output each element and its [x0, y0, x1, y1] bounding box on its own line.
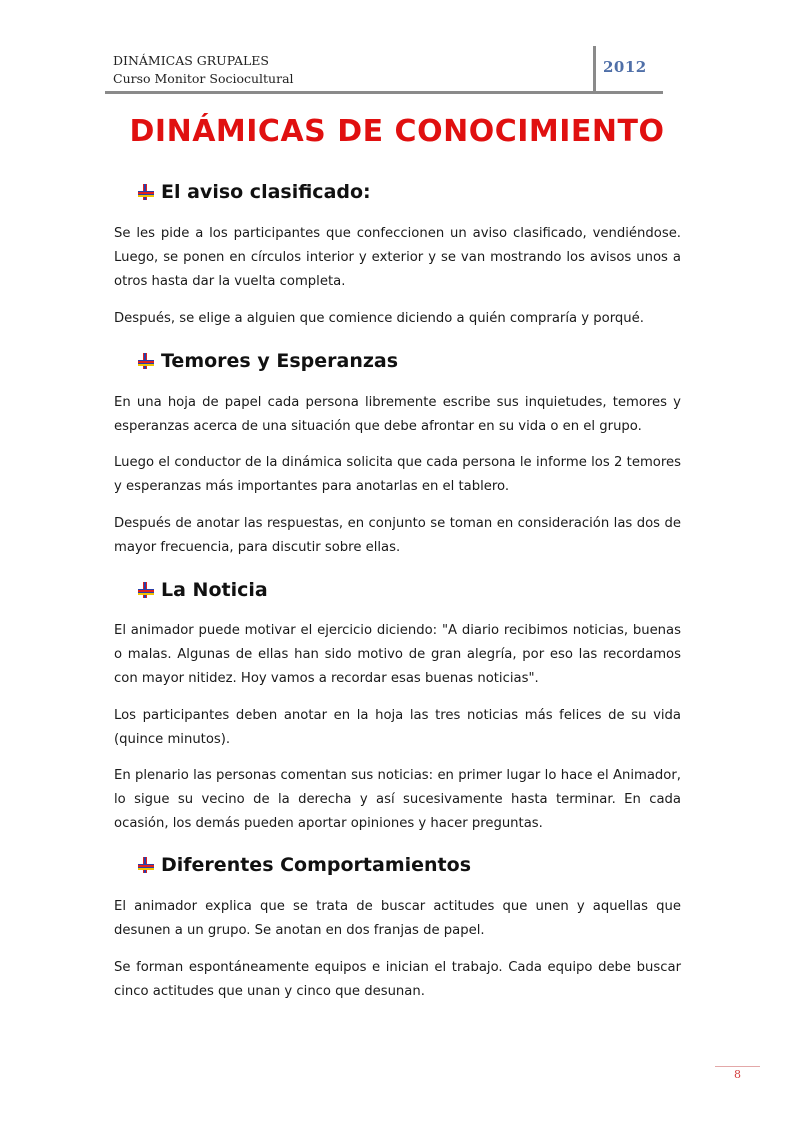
page-number-rule — [715, 1066, 760, 1067]
paragraph: Después, se elige a alguien que comience diciendo a quién compraría y porqué. — [114, 311, 644, 326]
cross-bullet-icon — [137, 183, 155, 201]
header-course-subtitle: Curso Monitor Sociocultural — [113, 71, 294, 86]
cross-bullet-icon — [137, 581, 155, 599]
paragraph: Se forman espontáneamente equipos e inician el trabajo. Cada equipo debe buscar cinco actitudes que unan y cinco que desunan. — [114, 960, 681, 999]
header-text — [113, 52, 294, 88]
page-header — [105, 50, 663, 94]
paragraph: Después de anotar las respuestas, en conjunto se toman en consideración las dos de mayor frecuencia, para discutir sobre ellas. — [114, 516, 681, 555]
section-heading — [137, 577, 268, 603]
section-heading — [137, 179, 371, 205]
section-title: Temores y Esperanzas — [161, 350, 399, 372]
paragraph: En plenario las personas comentan sus noticias: en primer lugar lo hace el Animador, lo sigue su vecino de la derecha y así sucesivamente hasta terminar. En cada ocasión, los demás pueden aportar opiniones y hacer preguntas. — [114, 768, 681, 831]
section-heading — [137, 348, 398, 374]
paragraph: Los participantes deben anotar en la hoja las tres noticias más felices de su vida (quince minutos). — [114, 708, 681, 747]
header-year: 2012 — [603, 58, 647, 76]
cross-bullet-icon — [137, 352, 155, 370]
page-title: DINÁMICAS DE CONOCIMIENTO — [129, 114, 665, 149]
paragraph: En una hoja de papel cada persona libremente escribe sus inquietudes, temores y esperanzas acerca de una situación que debe afrontar en su vida o en el grupo. — [114, 395, 681, 434]
section-title: El aviso clasificado: — [161, 181, 371, 203]
header-course-title: DINÁMICAS GRUPALES — [113, 53, 269, 68]
paragraph: El animador puede motivar el ejercicio diciendo: "A diario recibimos noticias, buenas o malas. Algunas de ellas han sido motivo de gran alegría, por eso las recordamos con mayor nitidez. Hoy vamos a recordar esas buenas noticias". — [114, 623, 681, 686]
header-divider — [593, 46, 596, 91]
paragraph: Luego el conductor de la dinámica solicita que cada persona le informe los 2 temores y esperanzas más importantes para anotarlas en el tablero. — [114, 455, 681, 494]
section-title: Diferentes Comportamientos — [161, 854, 472, 876]
paragraph: El animador explica que se trata de buscar actitudes que unen y aquellas que desunen a un grupo. Se anotan en dos franjas de papel. — [114, 899, 681, 938]
header-rule — [105, 91, 663, 94]
paragraph: Se les pide a los participantes que confeccionen un aviso clasificado, vendiéndose. Luego, se ponen en círculos interior y exterior y se van mostrando los avisos unos a otros hasta dar la vuelta completa. — [114, 226, 681, 289]
section-heading — [137, 852, 471, 878]
page-number: 8 — [734, 1068, 741, 1081]
section-title: La Noticia — [161, 579, 268, 601]
cross-bullet-icon — [137, 856, 155, 874]
